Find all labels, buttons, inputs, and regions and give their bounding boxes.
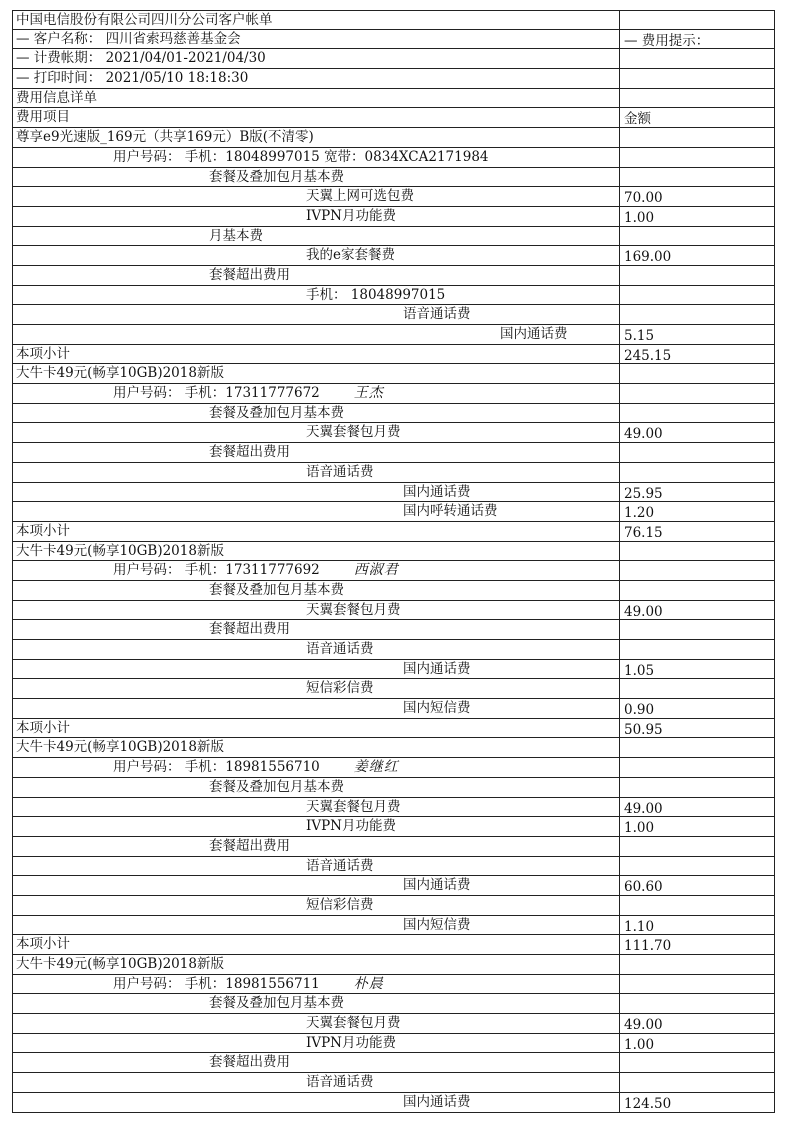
bill-row bbox=[12, 286, 775, 306]
item-amount: 70.00 bbox=[619, 187, 775, 206]
bill-row bbox=[12, 148, 775, 168]
item-text: 国内呼转通话费 bbox=[403, 503, 498, 520]
item-amount: 245.15 bbox=[619, 345, 775, 364]
item-amount: 60.60 bbox=[619, 876, 775, 895]
item-amount: 金额 bbox=[619, 108, 775, 127]
item-text: 套餐超出费用 bbox=[209, 1054, 290, 1071]
item-description bbox=[306, 857, 374, 876]
item-description bbox=[113, 384, 384, 403]
item-description bbox=[306, 896, 374, 915]
handwritten-name: 西淑君 bbox=[353, 562, 399, 579]
item-description bbox=[306, 207, 396, 226]
item-text: 本项小计 bbox=[16, 345, 70, 362]
item-text: 国内短信费 bbox=[403, 700, 471, 717]
item-description bbox=[113, 758, 399, 777]
item-description bbox=[403, 483, 471, 502]
bill-row bbox=[12, 246, 775, 266]
item-amount bbox=[619, 778, 775, 797]
bill-row bbox=[12, 227, 775, 247]
item-amount bbox=[619, 640, 775, 659]
bill-row bbox=[12, 916, 775, 936]
bill-row bbox=[12, 502, 775, 522]
item-description bbox=[209, 994, 344, 1013]
item-text: 大牛卡49元(畅享10GB)2018新版 bbox=[16, 739, 224, 756]
item-amount bbox=[619, 857, 775, 876]
bill-row bbox=[12, 345, 775, 365]
item-amount: 49.00 bbox=[619, 798, 775, 817]
item-text: 手机： 18048997015 bbox=[306, 286, 446, 303]
bill-row bbox=[12, 561, 775, 581]
item-text: 费用信息详单 bbox=[16, 89, 97, 106]
bill-row bbox=[12, 1053, 775, 1073]
item-amount: 1.05 bbox=[619, 660, 775, 679]
bill-row bbox=[12, 423, 775, 443]
bill-row bbox=[12, 49, 775, 69]
bill-row bbox=[12, 601, 775, 621]
item-text: 用户号码： 手机：18981556710 bbox=[113, 759, 320, 776]
bill-sheet bbox=[12, 10, 775, 1113]
item-description bbox=[209, 404, 344, 423]
item-text: 套餐超出费用 bbox=[209, 621, 290, 638]
bill-row bbox=[12, 187, 775, 207]
item-description bbox=[403, 305, 471, 324]
item-description bbox=[16, 935, 70, 954]
item-description bbox=[16, 128, 314, 147]
bill-row bbox=[12, 837, 775, 857]
item-description bbox=[16, 522, 70, 541]
item-description bbox=[306, 817, 396, 836]
item-amount bbox=[619, 148, 775, 167]
bill-row bbox=[12, 522, 775, 542]
item-amount: 169.00 bbox=[619, 246, 775, 265]
item-amount bbox=[619, 128, 775, 147]
item-description bbox=[403, 660, 471, 679]
item-text: 套餐超出费用 bbox=[209, 837, 290, 854]
bill-row bbox=[12, 1014, 775, 1034]
item-amount bbox=[619, 11, 775, 29]
item-amount bbox=[619, 404, 775, 423]
item-description bbox=[209, 443, 290, 462]
item-amount: 1.00 bbox=[619, 817, 775, 836]
item-text: 套餐及叠加包月基本费 bbox=[209, 404, 344, 421]
item-description bbox=[403, 876, 471, 895]
item-text: 国内通话费 bbox=[500, 326, 568, 342]
item-description bbox=[16, 69, 248, 88]
item-amount bbox=[619, 738, 775, 757]
bill-row bbox=[12, 896, 775, 916]
item-text: 国内短信费 bbox=[403, 916, 471, 933]
item-text: 短信彩信费 bbox=[306, 680, 374, 697]
item-amount: 49.00 bbox=[619, 423, 775, 442]
bill-row bbox=[12, 483, 775, 503]
item-text: 语音通话费 bbox=[403, 306, 471, 323]
item-amount: 111.70 bbox=[619, 935, 775, 954]
item-text: 国内通话费 bbox=[403, 877, 471, 894]
item-description bbox=[306, 601, 401, 620]
item-amount: 1.10 bbox=[619, 916, 775, 935]
item-text: 国内通话费 bbox=[403, 483, 471, 500]
handwritten-name: 姜继红 bbox=[353, 759, 399, 776]
item-amount bbox=[619, 1073, 775, 1092]
item-description bbox=[403, 916, 471, 935]
item-amount: 76.15 bbox=[619, 522, 775, 541]
item-description bbox=[16, 542, 224, 561]
bill-row bbox=[12, 660, 775, 680]
bill-row bbox=[12, 699, 775, 719]
bill-row bbox=[12, 364, 775, 384]
item-description bbox=[16, 49, 266, 68]
bill-row bbox=[12, 955, 775, 975]
item-description bbox=[306, 423, 401, 442]
bill-row bbox=[12, 108, 775, 128]
item-text: 中国电信股份有限公司四川分公司客户帐单 bbox=[16, 12, 273, 28]
bill-row bbox=[12, 128, 775, 148]
item-amount: — 费用提示： bbox=[619, 30, 775, 49]
item-text: 语音通话费 bbox=[306, 641, 374, 657]
bill-row bbox=[12, 89, 775, 109]
item-description bbox=[209, 227, 263, 246]
bill-row bbox=[12, 994, 775, 1014]
item-text: 天翼套餐包月费 bbox=[306, 1015, 401, 1032]
item-amount bbox=[619, 69, 775, 88]
bill-row bbox=[12, 542, 775, 562]
item-text: 短信彩信费 bbox=[306, 896, 374, 913]
item-description bbox=[16, 364, 224, 383]
item-text: 本项小计 bbox=[16, 522, 70, 539]
item-description bbox=[209, 837, 290, 856]
item-text: 天翼套餐包月费 bbox=[306, 798, 401, 815]
item-amount bbox=[619, 679, 775, 698]
bill-row bbox=[12, 738, 775, 758]
item-description bbox=[16, 89, 97, 108]
item-description bbox=[209, 778, 344, 797]
item-amount bbox=[619, 1053, 775, 1072]
item-description bbox=[306, 1014, 401, 1033]
item-text: 套餐及叠加包月基本费 bbox=[209, 778, 344, 795]
item-amount: 49.00 bbox=[619, 1014, 775, 1033]
item-text: 天翼上网可选包费 bbox=[306, 188, 414, 205]
item-amount bbox=[619, 227, 775, 246]
bill-row bbox=[12, 679, 775, 699]
item-description bbox=[403, 1093, 471, 1112]
item-text: — 打印时间： 2021/05/10 18:18:30 bbox=[16, 70, 249, 87]
bill-row bbox=[12, 443, 775, 463]
item-amount bbox=[619, 463, 775, 482]
item-text: 套餐超出费用 bbox=[209, 266, 290, 283]
item-description bbox=[16, 30, 241, 49]
bill-row bbox=[12, 581, 775, 601]
item-text: 大牛卡49元(畅享10GB)2018新版 bbox=[16, 956, 224, 972]
item-text: 费用项目 bbox=[16, 109, 70, 126]
bill-row bbox=[12, 404, 775, 424]
item-amount bbox=[619, 266, 775, 285]
item-description bbox=[113, 975, 384, 994]
item-text: — 客户名称： 四川省索玛慈善基金会 bbox=[16, 30, 241, 47]
item-description bbox=[306, 640, 374, 659]
bill-row bbox=[12, 620, 775, 640]
handwritten-name: 王杰 bbox=[353, 385, 384, 402]
item-text: 套餐及叠加包月基本费 bbox=[209, 168, 344, 185]
item-description bbox=[209, 168, 344, 187]
item-text: IVPN月功能费 bbox=[306, 818, 396, 835]
item-text: 用户号码： 手机：17311777692 bbox=[113, 562, 320, 579]
item-amount: 49.00 bbox=[619, 601, 775, 620]
item-amount: 0.90 bbox=[619, 699, 775, 718]
bill-row bbox=[12, 758, 775, 778]
bill-row bbox=[12, 778, 775, 798]
item-description bbox=[209, 620, 290, 639]
item-description bbox=[113, 561, 399, 580]
item-text: 尊享e9光速版_169元（共享169元）B版(不清零) bbox=[16, 129, 314, 146]
item-amount bbox=[619, 443, 775, 462]
bill-row bbox=[12, 719, 775, 739]
item-amount bbox=[619, 896, 775, 915]
item-text: IVPN月功能费 bbox=[306, 1034, 396, 1051]
bill-row bbox=[12, 1073, 775, 1093]
item-description bbox=[16, 738, 224, 757]
bill-row bbox=[12, 325, 775, 345]
item-amount bbox=[619, 286, 775, 305]
bill-row bbox=[12, 817, 775, 837]
item-description bbox=[306, 463, 374, 482]
item-amount: 1.00 bbox=[619, 1034, 775, 1053]
item-description bbox=[403, 502, 498, 521]
item-amount bbox=[619, 561, 775, 580]
item-amount bbox=[619, 542, 775, 561]
item-amount bbox=[619, 89, 775, 108]
item-amount bbox=[619, 620, 775, 639]
item-description bbox=[403, 699, 471, 718]
item-description bbox=[500, 325, 568, 344]
item-description bbox=[306, 246, 395, 265]
item-description bbox=[16, 108, 70, 127]
bill-row bbox=[12, 640, 775, 660]
item-description bbox=[113, 148, 489, 167]
item-amount bbox=[619, 758, 775, 777]
item-text: 语音通话费 bbox=[306, 857, 374, 874]
item-description bbox=[209, 581, 344, 600]
bill-row bbox=[12, 463, 775, 483]
item-description bbox=[306, 798, 401, 817]
bill-row bbox=[12, 30, 775, 50]
item-amount bbox=[619, 955, 775, 974]
item-description bbox=[16, 719, 70, 738]
item-text: — 计费帐期： 2021/04/01-2021/04/30 bbox=[16, 50, 266, 67]
handwritten-name: 朴晨 bbox=[353, 975, 384, 992]
bill-row bbox=[12, 975, 775, 995]
bill-row bbox=[12, 69, 775, 89]
item-amount bbox=[619, 168, 775, 187]
bill-row bbox=[12, 798, 775, 818]
item-amount bbox=[619, 49, 775, 68]
item-text: 本项小计 bbox=[16, 936, 70, 953]
item-text: 套餐超出费用 bbox=[209, 444, 290, 461]
item-text: 语音通话费 bbox=[306, 1074, 374, 1091]
item-amount: 1.00 bbox=[619, 207, 775, 226]
bill-row bbox=[12, 384, 775, 404]
bill-row bbox=[12, 305, 775, 325]
item-amount: 25.95 bbox=[619, 483, 775, 502]
item-description bbox=[306, 286, 445, 305]
item-description bbox=[16, 11, 273, 29]
bill-row bbox=[12, 1093, 775, 1113]
item-text: 套餐及叠加包月基本费 bbox=[209, 995, 344, 1012]
bill-row bbox=[12, 876, 775, 896]
item-text: 天翼套餐包月费 bbox=[306, 601, 401, 618]
item-amount bbox=[619, 305, 775, 324]
item-text: 我的e家套餐费 bbox=[306, 247, 395, 264]
item-amount bbox=[619, 837, 775, 856]
bill-row bbox=[12, 1034, 775, 1054]
bill-row bbox=[12, 168, 775, 188]
bill-row bbox=[12, 10, 775, 30]
item-amount bbox=[619, 581, 775, 600]
item-description bbox=[16, 345, 70, 364]
bill-row bbox=[12, 266, 775, 286]
item-text: 用户号码： 手机：17311777672 bbox=[113, 385, 320, 402]
item-amount bbox=[619, 975, 775, 994]
item-amount: 1.20 bbox=[619, 502, 775, 521]
item-text: 月基本费 bbox=[209, 227, 263, 244]
item-text: 国内通话费 bbox=[403, 1093, 471, 1110]
item-amount: 124.50 bbox=[619, 1093, 775, 1112]
item-amount: 5.15 bbox=[619, 325, 775, 344]
item-text: 天翼套餐包月费 bbox=[306, 424, 401, 441]
item-text: 大牛卡49元(畅享10GB)2018新版 bbox=[16, 542, 224, 559]
item-text: 语音通话费 bbox=[306, 463, 374, 480]
item-description bbox=[16, 955, 224, 974]
item-amount bbox=[619, 364, 775, 383]
bill-row bbox=[12, 207, 775, 227]
item-text: 用户号码： 手机：18981556711 bbox=[113, 975, 320, 992]
item-text: IVPN月功能费 bbox=[306, 207, 396, 224]
item-description bbox=[306, 1073, 374, 1092]
item-amount bbox=[619, 994, 775, 1013]
item-description bbox=[306, 187, 414, 206]
item-text: 用户号码： 手机：18048997015 宽带：0834XCA2171984 bbox=[113, 148, 489, 165]
item-amount bbox=[619, 384, 775, 403]
item-description bbox=[306, 679, 374, 698]
bill-row bbox=[12, 935, 775, 955]
item-text: 国内通话费 bbox=[403, 660, 471, 677]
item-description bbox=[306, 1034, 396, 1053]
item-description bbox=[209, 1053, 290, 1072]
item-description bbox=[209, 266, 290, 285]
item-text: 本项小计 bbox=[16, 719, 70, 736]
item-text: 大牛卡49元(畅享10GB)2018新版 bbox=[16, 365, 224, 382]
bill-row bbox=[12, 857, 775, 877]
item-text: 套餐及叠加包月基本费 bbox=[209, 581, 344, 598]
item-amount: 50.95 bbox=[619, 719, 775, 738]
